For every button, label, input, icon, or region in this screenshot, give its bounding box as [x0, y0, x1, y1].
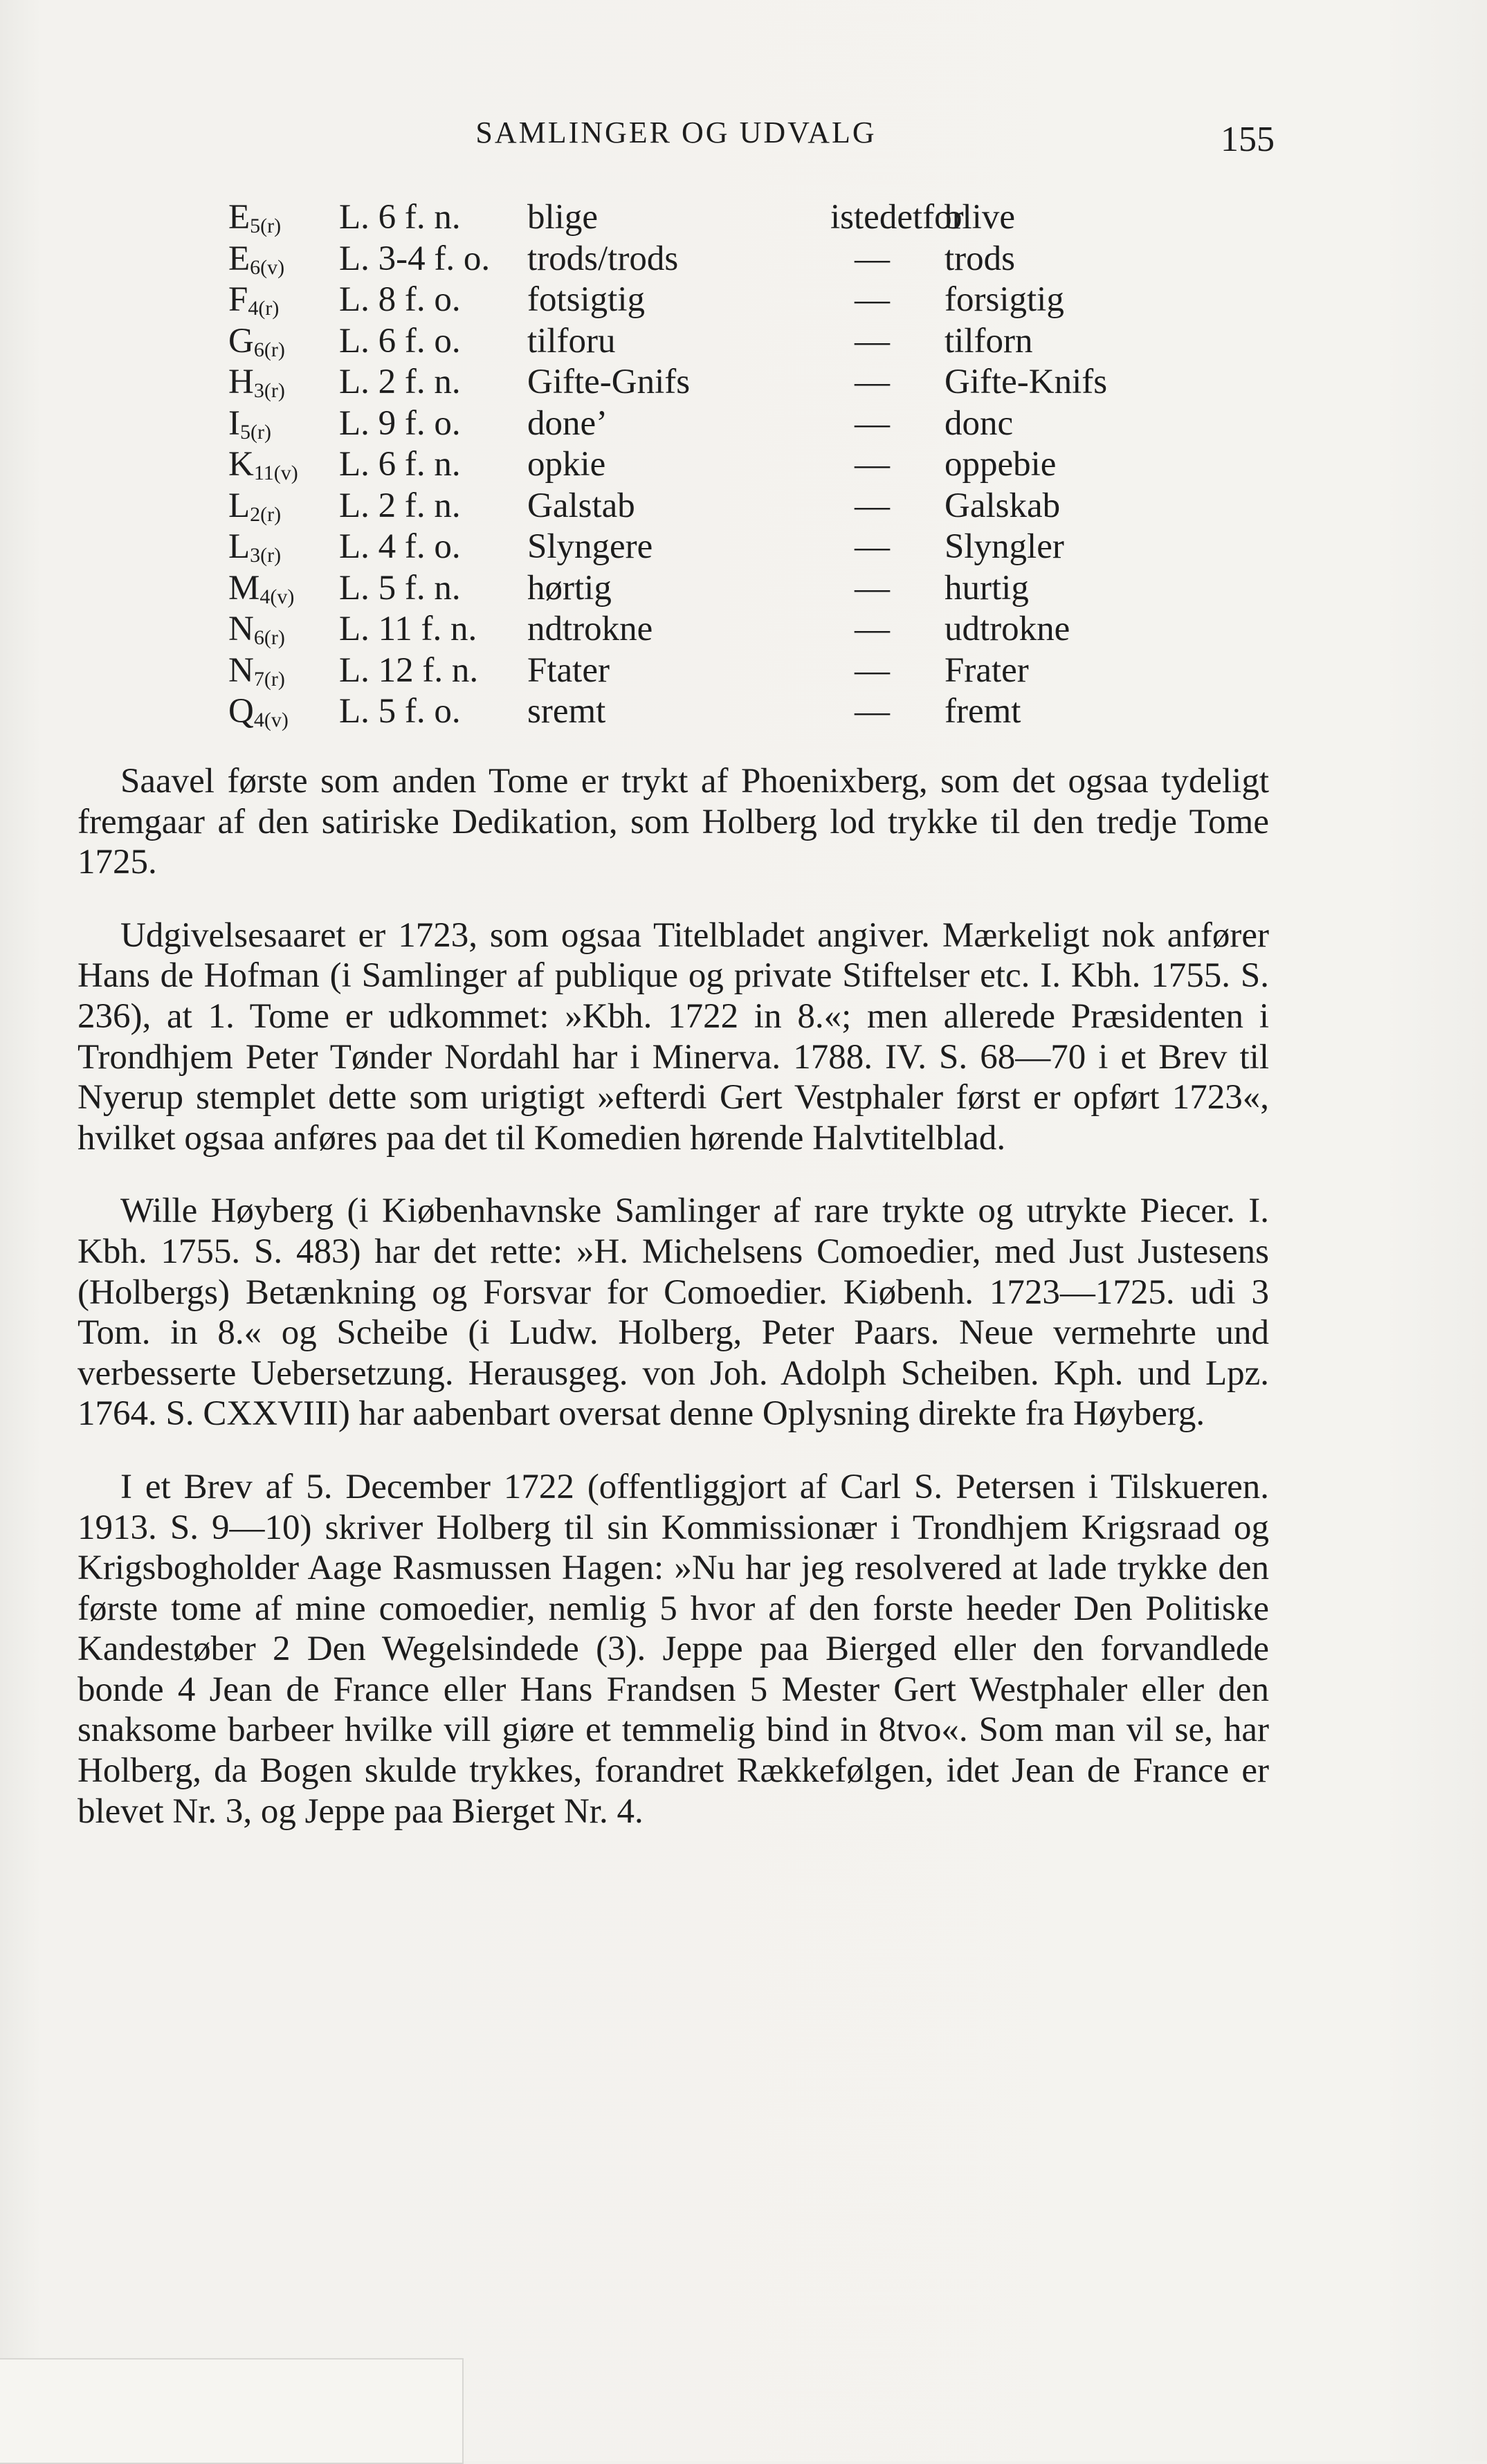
- page-number: 155: [1221, 120, 1275, 159]
- signature-leaf: 6(v): [250, 255, 285, 279]
- erroneous-word: done’: [527, 403, 608, 443]
- separator: —: [855, 280, 890, 319]
- separator: —: [855, 486, 890, 525]
- separator: —: [855, 363, 890, 401]
- paragraph: I et Brev af 5. December 1722 (offentliggjort af Carl S. Petersen i Tilskueren. 1913. S. 9—10) skriver Holberg til sin Kommissionær i Trondhjem Krigsraad og Krigsbogholder Aage Rasmussen Hagen: »Nu har jeg resolvered at lade trykke den første tome af mine comoedier, nemlig 5 hvor af den forste heeder Den Politiske Kandestøber 2 Den Wegelsindede (3). Jeppe paa Bierged eller den forvandlede bonde 4 Jean de France eller Hans Frandsen 5 Mester Gert Westphaler eller den snaksome barbeer hvilke vill giøre et temmelig bind in 8tvo«. Som man vil se, har Holberg, da Bogen skulde trykkes, forandret Rækkefølgen, idet Jean de France er blevet Nr. 3, og Jeppe paa Bierget Nr. 4.: [77, 1467, 1269, 1831]
- signature-leaf: 4(r): [248, 297, 280, 320]
- signature-leaf: 6(r): [253, 626, 285, 649]
- separator: —: [855, 610, 890, 648]
- separator: —: [855, 321, 890, 361]
- paragraph: Wille Høyberg (i Kiøbenhavnske Samlinger af rare trykte og utrykte Piecer. I. Kbh. 1755. S. 483) har det rette: »H. Michelsens Comoedier, med Just Justesens (Holbergs) Betænkning og Forsvar for Comoedier. Kiøbenh. 1723—1725. udi 3 Tom. in 8.« og Scheibe (i Ludw. Holberg, Peter Paars. Neue vermehrte und verbesserte Uebersetzung. Herausgeg. von Joh. Adolph Scheiben. Kph. und Lpz. 1764. S. CXXVIII) har aabenbart oversat denne Oplysning direkte fra Høyberg.: [77, 1192, 1269, 1434]
- signature: $E_{6(v)}$: [228, 239, 285, 279]
- separator: istedetfor: [830, 198, 964, 237]
- erroneous-word: Ftater: [527, 650, 610, 690]
- corrected-word: forsigtig: [945, 280, 1064, 319]
- erroneous-word: trods/trods: [527, 239, 679, 278]
- separator: —: [855, 650, 890, 690]
- separator: —: [855, 445, 890, 484]
- corrected-word: udtrokne: [945, 610, 1070, 648]
- erroneous-word: blige: [527, 198, 598, 237]
- line-reference: L. 2 f. n.: [339, 486, 461, 525]
- signature-leaf: 3(r): [250, 544, 282, 567]
- line-reference: L. 4 f. o.: [339, 527, 461, 566]
- corrected-word: Slyngler: [945, 527, 1064, 566]
- signature: $I_{5(r)}$: [228, 403, 271, 444]
- signature: $F_{4(r)}$: [228, 280, 280, 320]
- line-reference: L. 9 f. o.: [339, 403, 461, 443]
- corrected-word: trods: [945, 239, 1015, 278]
- corrected-word: tilforn: [945, 321, 1033, 361]
- signature: $H_{3(r)}$: [228, 363, 285, 402]
- line-reference: L. 6 f. o.: [339, 321, 461, 361]
- corrected-word: fremt: [945, 692, 1021, 731]
- signature: $N_{6(r)}$: [228, 610, 285, 649]
- erroneous-word: ndtrokne: [527, 610, 653, 648]
- line-reference: L. 6 f. n.: [339, 445, 461, 484]
- corrected-word: oppebie: [945, 445, 1057, 484]
- signature-leaf: 6(r): [253, 338, 285, 361]
- signature-leaf: 3(r): [253, 379, 285, 402]
- separator: —: [855, 403, 890, 443]
- corrected-word: Frater: [945, 650, 1029, 690]
- page-header: [77, 109, 1275, 158]
- erroneous-word: Galstab: [527, 486, 635, 525]
- corrected-word: donc: [945, 403, 1014, 443]
- signature-leaf: 2(r): [250, 502, 282, 526]
- signature: $L_{2(r)}$: [228, 486, 282, 526]
- line-reference: L. 3-4 f. o.: [339, 239, 491, 278]
- paragraph: Udgivelsesaaret er 1723, som ogsaa Titelbladet angiver. Mærkeligt nok anfører Hans de Hofman (i Samlinger af publique og private Stiftelser etc. I. Kbh. 1755. S. 236), at 1. Tome er udkommet: »Kbh. 1722 in 8.«; men allerede Præsidenten i Trondhjem Peter Tønder Nordahl har i Minerva. 1788. IV. S. 68—70 i et Brev til Nyerup stemplet dette som urigtigt »efterdi Gert Vestphaler først er opført 1723«, hvilket ogsaa anføres paa det til Komedien hørende Halvtitelblad.: [77, 915, 1269, 1158]
- signature-leaf: 11(v): [253, 462, 298, 484]
- paragraph: Saavel første som anden Tome er trykt af Phoenixberg, som det ogsaa tydeligt fremgaar af den satiriske Dedikation, som Holberg lod trykke til den tredje Tome 1725.: [77, 762, 1269, 882]
- line-reference: L. 5 f. n.: [339, 568, 461, 608]
- signature: $M_{4(v)}$: [228, 568, 295, 608]
- line-reference: L. 6 f. n.: [339, 198, 461, 237]
- scan-edge-artifact: [0, 2358, 464, 2464]
- erroneous-word: Slyngere: [527, 527, 653, 566]
- line-reference: L. 5 f. o.: [339, 692, 461, 731]
- separator: —: [855, 568, 890, 608]
- corrected-word: Galskab: [945, 486, 1061, 525]
- line-reference: L. 12 f. n.: [339, 650, 479, 690]
- signature-leaf: 5(r): [250, 215, 282, 237]
- signature-leaf: 7(r): [253, 667, 285, 691]
- corrected-word: hurtig: [945, 568, 1029, 608]
- erroneous-word: Gifte-Gnifs: [527, 363, 691, 401]
- erroneous-word: hørtig: [527, 568, 612, 608]
- corrected-word: Gifte-Knifs: [945, 363, 1108, 401]
- separator: —: [855, 239, 890, 278]
- line-reference: L. 11 f. n.: [339, 610, 477, 648]
- erroneous-word: fotsigtig: [527, 280, 646, 319]
- signature: $K_{11(v)}$: [228, 445, 298, 484]
- line-reference: L. 8 f. o.: [339, 280, 461, 319]
- signature: $L_{3(r)}$: [228, 527, 282, 567]
- line-reference: L. 2 f. n.: [339, 363, 461, 401]
- signature: $G_{6(r)}$: [228, 321, 285, 361]
- running-head: SAMLINGER OG UDVALG: [475, 116, 877, 149]
- erroneous-word: tilforu: [527, 321, 616, 361]
- erroneous-word: sremt: [527, 692, 606, 731]
- signature-leaf: 4(v): [253, 709, 289, 731]
- signature: $Q_{4(v)}$: [228, 692, 289, 731]
- body-text: [77, 761, 1269, 1864]
- separator: —: [855, 527, 890, 566]
- corrected-word: blive: [945, 198, 1015, 237]
- separator: —: [855, 692, 890, 731]
- signature-leaf: 4(v): [259, 585, 295, 608]
- signature: $E_{5(r)}$: [228, 198, 282, 237]
- erroneous-word: opkie: [527, 445, 606, 484]
- signature: $N_{7(r)}$: [228, 650, 285, 691]
- signature-leaf: 5(r): [239, 420, 271, 444]
